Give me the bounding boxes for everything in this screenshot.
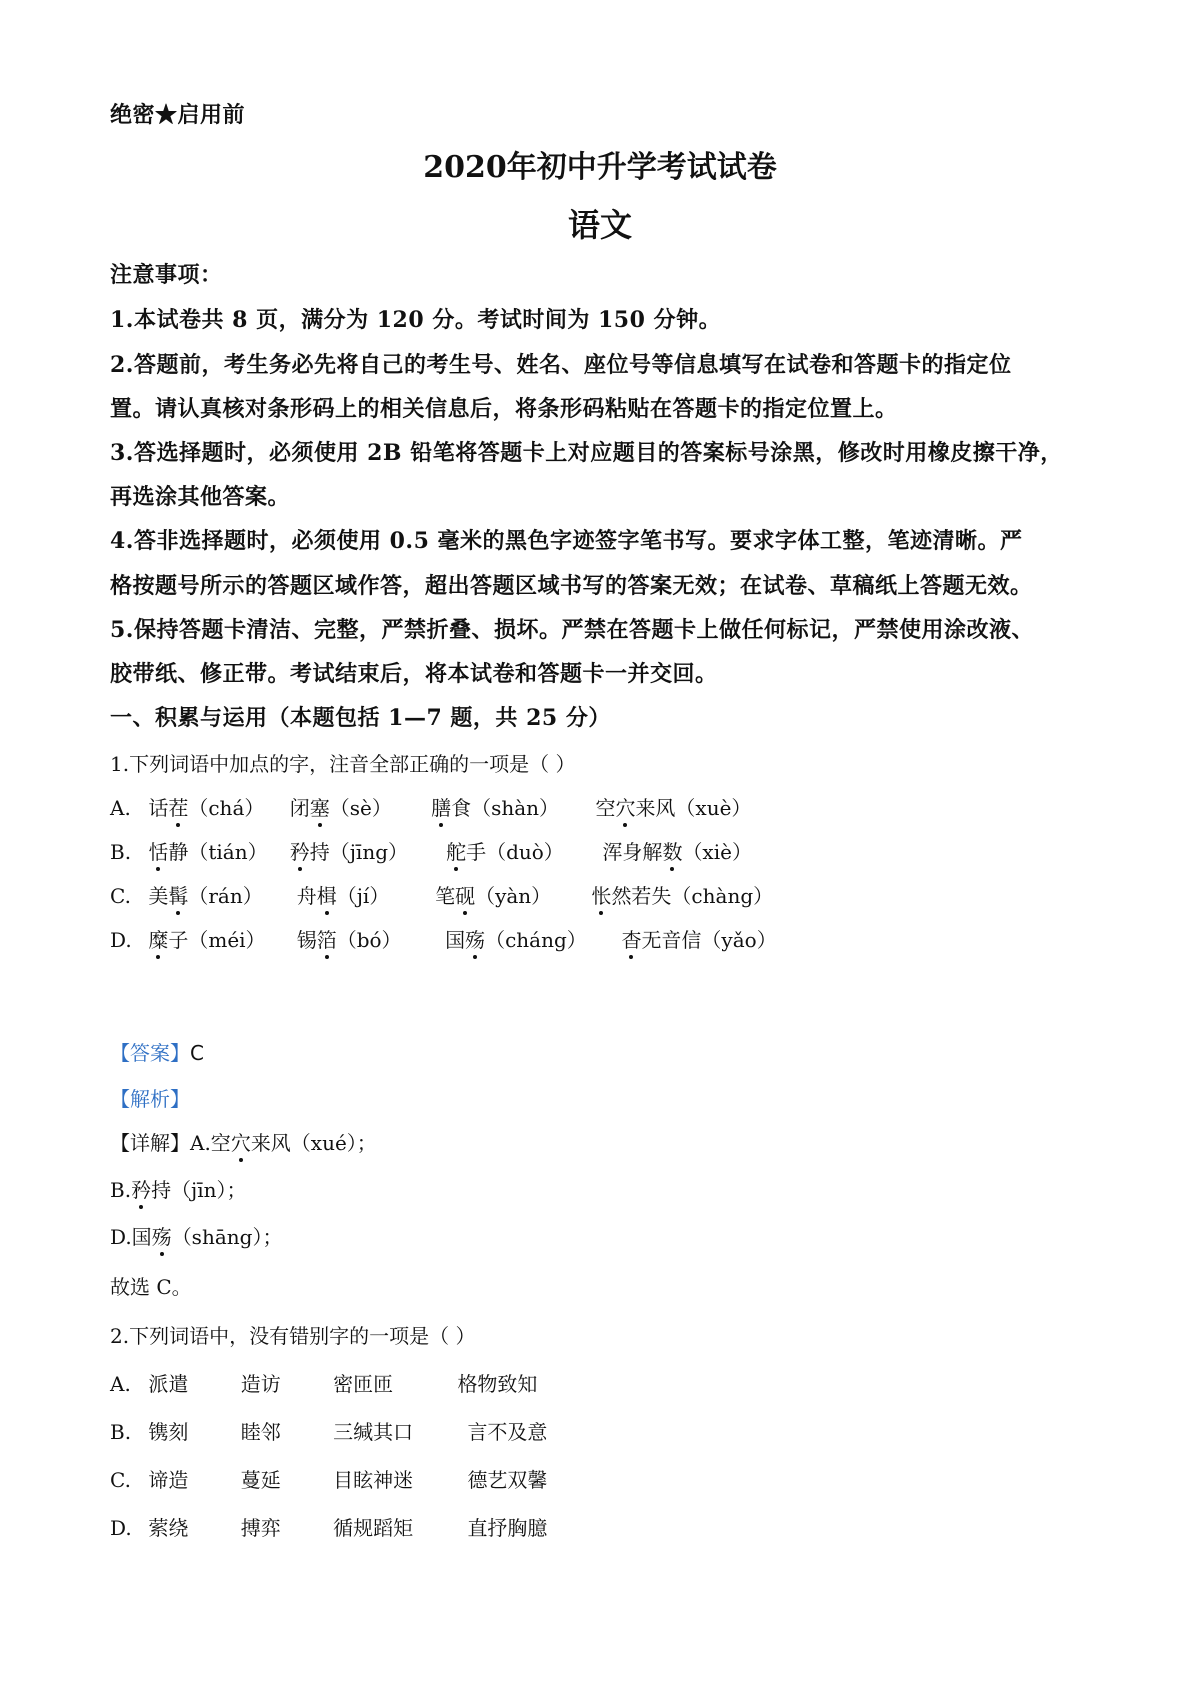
option-item: 空穴来风（xuè）	[595, 792, 751, 821]
option-row-a	[110, 1368, 537, 1397]
option-item: 膳食（shàn）	[431, 792, 589, 821]
answer-value: C	[190, 1041, 204, 1065]
option-item: 言不及意	[467, 1420, 548, 1444]
detail-line: 【详解】A.空穴来风（xué）；	[110, 1127, 377, 1156]
option-item: 造访	[240, 1372, 281, 1396]
notice-line: 置。请认真核对条形码上的相关信息后，将条形码粘贴在答题卡的指定位置上。	[110, 396, 898, 422]
subject-title: 语文	[567, 206, 632, 244]
option-row-d	[110, 924, 777, 953]
notice-line: 5.保持答题卡清洁、完整，严禁折叠、损坏。严禁在答题卡上做任何标记，严禁使用涂改液、	[110, 617, 1034, 643]
notice-line: 再选涂其他答案。	[110, 484, 291, 510]
option-item: 直抒胸臆	[467, 1516, 548, 1540]
classification-label: 绝密★启用前	[110, 102, 246, 128]
notice-line: 4.答非选择题时，必须使用 0.5 毫米的黑色字迹签字笔书写。要求字体工整，笔迹清晰。严	[110, 528, 1023, 554]
option-item: 糜子（méi）	[148, 924, 290, 953]
option-label: C.	[110, 1468, 131, 1492]
option-row-a	[110, 792, 751, 821]
option-item: 搏弈	[240, 1516, 281, 1540]
option-label: A.	[110, 796, 131, 820]
option-label: D.	[110, 1516, 132, 1540]
option-item: 笔砚（yàn）	[435, 880, 585, 909]
option-item: 浑身解数（xiè）	[602, 836, 752, 865]
option-row-b	[110, 836, 752, 865]
section-heading: 一、积累与运用（本题包括 1—7 题，共 25 分）	[110, 705, 611, 731]
option-item: 循规蹈矩	[333, 1516, 414, 1540]
question-stem: 1.下列词语中加点的字，注音全部正确的一项是（ ）	[110, 752, 576, 776]
exam-title: 2020年初中升学考试试卷	[423, 150, 777, 185]
option-item: 恬静（tián）	[148, 836, 283, 865]
option-row-c	[110, 1464, 547, 1493]
option-row-d	[110, 1512, 547, 1541]
notice-heading: 注意事项：	[110, 262, 223, 288]
analysis-tag: 【解析】	[110, 1087, 190, 1111]
option-item: 谛造	[148, 1468, 189, 1492]
option-item: 锡箔（bó）	[297, 924, 439, 953]
answer-line	[110, 1037, 204, 1066]
option-item: 舵手（duò）	[446, 836, 596, 865]
option-item: 蔓延	[240, 1468, 281, 1492]
notice-line: 胶带纸、修正带。考试结束后，将本试卷和答题卡一并交回。	[110, 661, 718, 687]
detail-line: B.矜持（jīn）；	[110, 1174, 247, 1203]
option-item: 格物致知	[457, 1372, 538, 1396]
option-label: A.	[110, 1372, 131, 1396]
notice-line: 2.答题前，考生务必先将自己的考生号、姓名、座位号等信息填写在试卷和答题卡的指定位	[110, 352, 1012, 378]
option-item: 萦绕	[148, 1516, 189, 1540]
detail-tag: 【详解】	[110, 1131, 190, 1155]
option-item: 三缄其口	[333, 1420, 414, 1444]
option-item: 目眩神迷	[333, 1468, 414, 1492]
option-item: 密匝匝	[333, 1372, 394, 1396]
option-item: 矜持（jīng）	[290, 836, 440, 865]
option-row-c	[110, 880, 773, 909]
option-item: 美髯（rán）	[148, 880, 290, 909]
option-label: C.	[110, 884, 131, 908]
option-item: 闭塞（sè）	[290, 792, 425, 821]
option-item: 杳无音信（yǎo）	[621, 924, 776, 953]
option-label: B.	[110, 840, 132, 864]
option-item: 国殇（cháng）	[445, 924, 615, 953]
option-item: 怅然若失（chàng）	[591, 880, 773, 909]
option-item: 舟楫（jí）	[297, 880, 429, 909]
notice-line: 1.本试卷共 8 页，满分为 120 分。考试时间为 150 分钟。	[110, 307, 722, 333]
option-label: D.	[110, 928, 132, 952]
option-item: 德艺双馨	[467, 1468, 548, 1492]
question-stem: 2.下列词语中，没有错别字的一项是（ ）	[110, 1324, 476, 1348]
option-label: B.	[110, 1420, 132, 1444]
option-item: 睦邻	[240, 1420, 281, 1444]
option-row-b	[110, 1416, 547, 1445]
notice-line: 3.答选择题时，必须使用 2B 铅笔将答题卡上对应题目的答案标号涂黑，修改时用橡皮擦干净，	[110, 440, 1063, 466]
option-item: 派遣	[148, 1372, 189, 1396]
notice-line: 格按题号所示的答题区域作答，超出答题区域书写的答案无效；在试卷、草稿纸上答题无效。	[110, 573, 1033, 599]
conclusion-line: 故选 C。	[110, 1275, 192, 1299]
option-item: 镌刻	[148, 1420, 189, 1444]
detail-line: D.国殇（shāng）；	[110, 1221, 282, 1250]
option-item: 话茬（chá）	[148, 792, 283, 821]
answer-tag: 【答案】	[110, 1041, 190, 1065]
